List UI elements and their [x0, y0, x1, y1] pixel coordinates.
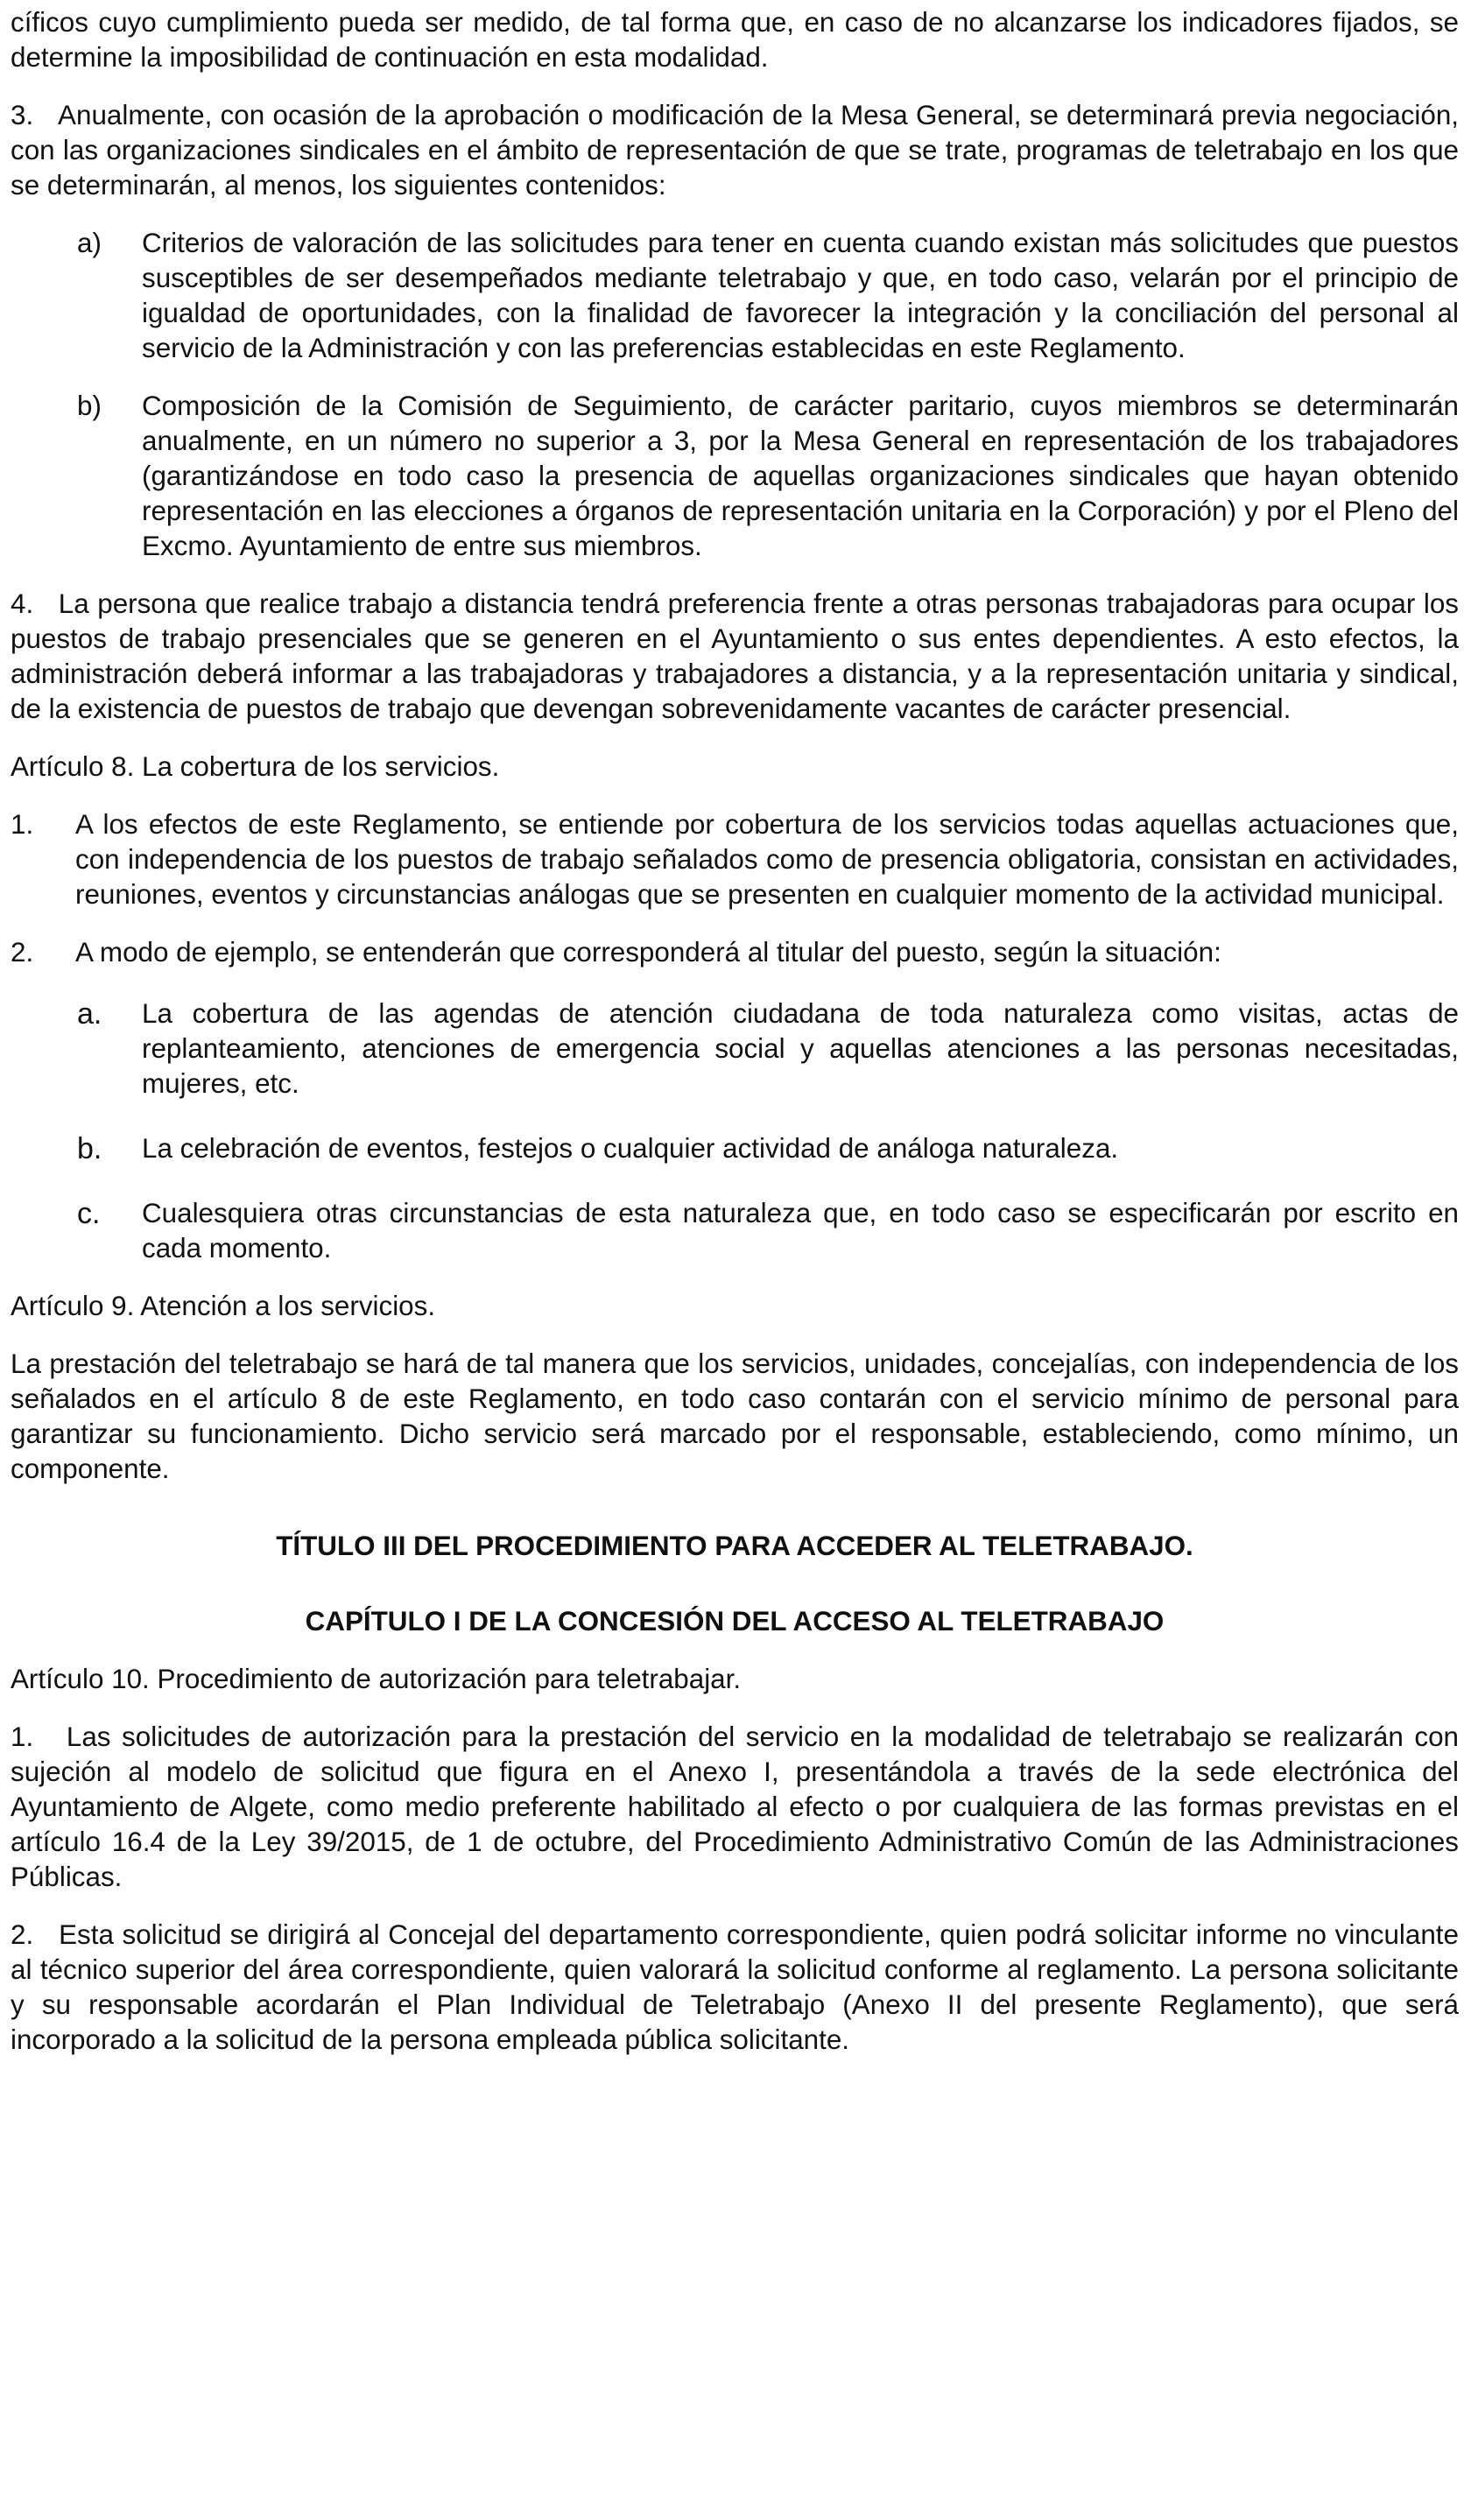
sublist-item-b [11, 1131, 1459, 1166]
list-item-1 [11, 807, 1459, 912]
article-10-title: Artículo 10. Procedimiento de autorización para teletrabajar. [11, 1664, 742, 1694]
list-marker: a. [77, 997, 102, 1031]
article-10-paragraph-1: 1. Las solicitudes de autorización para la prestación del servicio en la modalidad de teletrabajo se realizarán con sujeción al modelo de solicitud que figura en el Anexo I, presentándola a través de la sede electrónica del Ayuntamiento de Algete, como medio preferente habilitado al efecto o por cualquiera de las formas previstas en el artículo 16.4 de la Ley 39/2015, de 1 de octubre, del Procedimiento Administrativo Común de las Administraciones Públicas. [11, 1721, 1459, 1892]
list-marker: 1. [11, 809, 34, 840]
article-8-sublist [11, 996, 1459, 1266]
article-9-title: Artículo 9. Atención a los servicios. [11, 1291, 436, 1321]
paragraph-intro: cíficos cuyo cumplimiento pueda ser medido, de tal forma que, en caso de no alcanzarse los indicadores fijados, se determine la imposibilidad de continuación en esta modalidad. [11, 7, 1459, 73]
list-item-text: A los efectos de este Reglamento, se entiende por cobertura de los servicios todas aquellas actuaciones que, con independencia de los puestos de trabajo señalados como de presencia obligatoria, consistan en actividades, reuniones, eventos y circunstancias análogas que se presenten en cualquier momento de la actividad municipal. [75, 809, 1459, 910]
article-8-title: Artículo 8. La cobertura de los servicios. [11, 751, 500, 782]
list-marker: c. [77, 1197, 101, 1230]
sublist-item-a [11, 996, 1459, 1102]
list-item-a [11, 226, 1459, 366]
list-item-text: La celebración de eventos, festejos o cualquier actividad de análoga naturaleza. [142, 1133, 1119, 1164]
article-9-text: La prestación del teletrabajo se hará de tal manera que los servicios, unidades, concejalías, con independencia de los señalados en el artículo 8 de este Reglamento, en todo caso contarán con el servicio mínimo de personal para garantizar su funcionamiento. Dicho servicio será marcado por el responsable, estableciendo, como mínimo, un componente. [11, 1348, 1459, 1484]
capitulo-heading: CAPÍTULO I DE LA CONCESIÓN DEL ACCESO AL TELETRABAJO [305, 1606, 1165, 1637]
sublist-item-c [11, 1196, 1459, 1266]
paragraph-3: 3. Anualmente, con ocasión de la aprobación o modificación de la Mesa General, se determinará previa negociación, con las organizaciones sindicales en el ámbito de representación de que se trate, programas de teletrabajo en los que se determinarán, al menos, los siguientes contenidos: [11, 100, 1459, 201]
document-page [0, 5, 1471, 2520]
paragraph-4: 4. La persona que realice trabajo a distancia tendrá preferencia frente a otras personas trabajadoras para ocupar los puestos de trabajo presenciales que se generen en el Ayuntamiento o sus entes dependientes. A esto efectos, la administración deberá informar a las trabajadoras y trabajadores a distancia, y a la representación unitaria y sindical, de la existencia de puestos de trabajo que devengan sobrevenidamente vacantes de carácter presencial. [11, 588, 1459, 724]
article-8-list [11, 807, 1459, 970]
list-marker: b. [77, 1132, 102, 1165]
list-marker: 2. [11, 937, 34, 968]
list-item-text: A modo de ejemplo, se entenderán que corresponderá al titular del puesto, según la situación: [75, 937, 1221, 968]
list-item-text: Criterios de valoración de las solicitudes para tener en cuenta cuando existan más solicitudes que puestos susceptibles de ser desempeñados mediante teletrabajo y que, en todo caso, velarán por el principio de igualdad de oportunidades, con la finalidad de favorecer la integración y la conciliación del personal al servicio de la Administración y con las preferencias establecidas en este Reglamento. [142, 228, 1459, 363]
article-10-paragraph-2: 2. Esta solicitud se dirigirá al Concejal del departamento correspondiente, quien podrá solicitar informe no vinculante al técnico superior del área correspondiente, quien valorará la solicitud conforme al reglamento. La persona solicitante y su responsable acordarán el Plan Individual de Teletrabajo (Anexo II del presente Reglamento), que será incorporado a la solicitud de la persona empleada pública solicitante. [11, 1919, 1459, 2055]
list-item-text: La cobertura de las agendas de atención ciudadana de toda naturaleza como visitas, actas de replanteamiento, atenciones de emergencia social y aquellas atenciones a las personas necesitadas, mujeres, etc. [142, 998, 1459, 1099]
list-item-text: Cualesquiera otras circunstancias de esta naturaleza que, en todo caso se especificarán por escrito en cada momento. [142, 1198, 1459, 1264]
list-marker: b) [77, 391, 102, 421]
list-item-2 [11, 935, 1459, 970]
list-marker: a) [77, 228, 102, 258]
list-ab [11, 226, 1459, 564]
list-item-text: Composición de la Comisión de Seguimiento, de carácter paritario, cuyos miembros se determinarán anualmente, en un número no superior a 3, por la Mesa General en representación de los trabajadores (garantizándose en todo caso la presencia de aquellas organizaciones sindicales que hayan obtenido representación en las elecciones a órganos de representación unitaria en la Corporación) y por el Pleno del Excmo. Ayuntamiento de entre sus miembros. [142, 391, 1459, 561]
list-item-b [11, 389, 1459, 564]
titulo-heading: TÍTULO III DEL PROCEDIMIENTO PARA ACCEDER AL TELETRABAJO. [276, 1531, 1193, 1561]
